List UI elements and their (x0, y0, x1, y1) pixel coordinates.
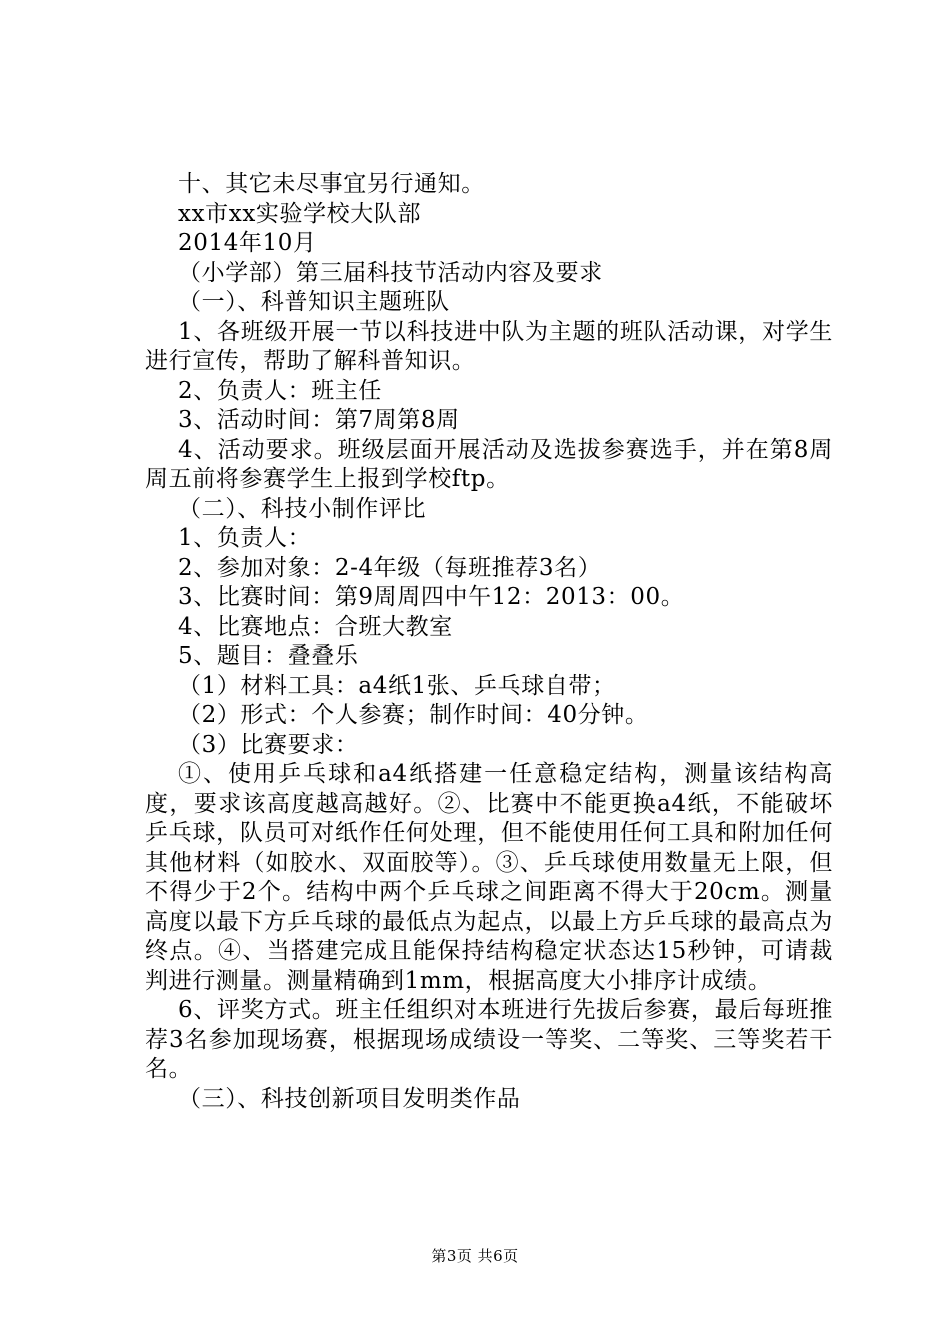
paragraph-signature-date: 2014年10月 (178, 230, 317, 256)
paragraph-item: 1、负责人： (178, 525, 312, 551)
heading-part-1: （一）、科普知识主题班队 (178, 289, 450, 315)
paragraph-item: 1、各班级开展一节以科技进中队为主题的班队活动课，对学生进行宣传，帮助了解科普知识。 (145, 318, 833, 374)
paragraph-closing-note: 十、其它未尽事宜另行通知。 (178, 171, 485, 197)
paragraph-item: 3、比赛时间：第9周周四中午12：2013：00。 (178, 584, 685, 610)
section-title: （小学部）第三届科技节活动内容及要求 (178, 259, 603, 286)
paragraph-item: 2、参加对象：2-4年级（每班推荐3名） (178, 554, 602, 581)
paragraph-signature-org: xx市xx实验学校大队部 (178, 200, 422, 227)
paragraph-item: 3、活动时间：第7周第8周 (178, 407, 460, 433)
paragraph-item: 5、题目：叠叠乐 (178, 643, 359, 669)
page-footer: 第3页 共6页 (431, 1247, 519, 1265)
heading-part-2: （二）、科技小制作评比 (178, 495, 427, 522)
paragraph-item: 6、评奖方式。班主任组织对本班进行先拔后参赛，最后每班推荐3名参加现场赛，根据现场成绩设一等奖、二等奖、三等奖若干名。 (145, 997, 833, 1082)
paragraph-subitem: （2）形式：个人参赛；制作时间：40分钟。 (178, 702, 649, 728)
paragraph-item: 4、活动要求。班级层面开展活动及选拔参赛选手，并在第8周周五前将参赛学生上报到学校ftp。 (145, 436, 833, 492)
paragraph-subitem: （3）比赛要求： (178, 731, 359, 758)
paragraph-item: 4、比赛地点：合班大教室 (178, 613, 453, 640)
paragraph-subitem: （1）材料工具：a4纸1张、乒乓球自带； (178, 672, 616, 699)
paragraph-item: 2、负责人：班主任 (178, 377, 383, 404)
heading-part-3: （三）、科技创新项目发明类作品 (178, 1085, 521, 1112)
paragraph-rules: ①、使用乒乓球和a4纸搭建一任意稳定结构，测量该结构高度，要求该高度越高越好。②、比赛中不能更换a4纸，不能破坏乒乓球，队员可对纸作任何处理，但不能使用任何工具和附加任何其他材料（如胶水、双面胶等）。③、乒乓球使用数量无上限，但不得少于2个。结构中两个乒乓球之间距离不得大于20cm。测量高度以最下方乒乓球的最低点为起点，以最上方乒乓球的最高点为终点。④、当搭建完成且能保持结构稳定状态达15秒钟，可请裁判进行测量。测量精确到1mm，根据高度大小排序计成绩。 (145, 761, 833, 994)
document-body (145, 170, 833, 1114)
